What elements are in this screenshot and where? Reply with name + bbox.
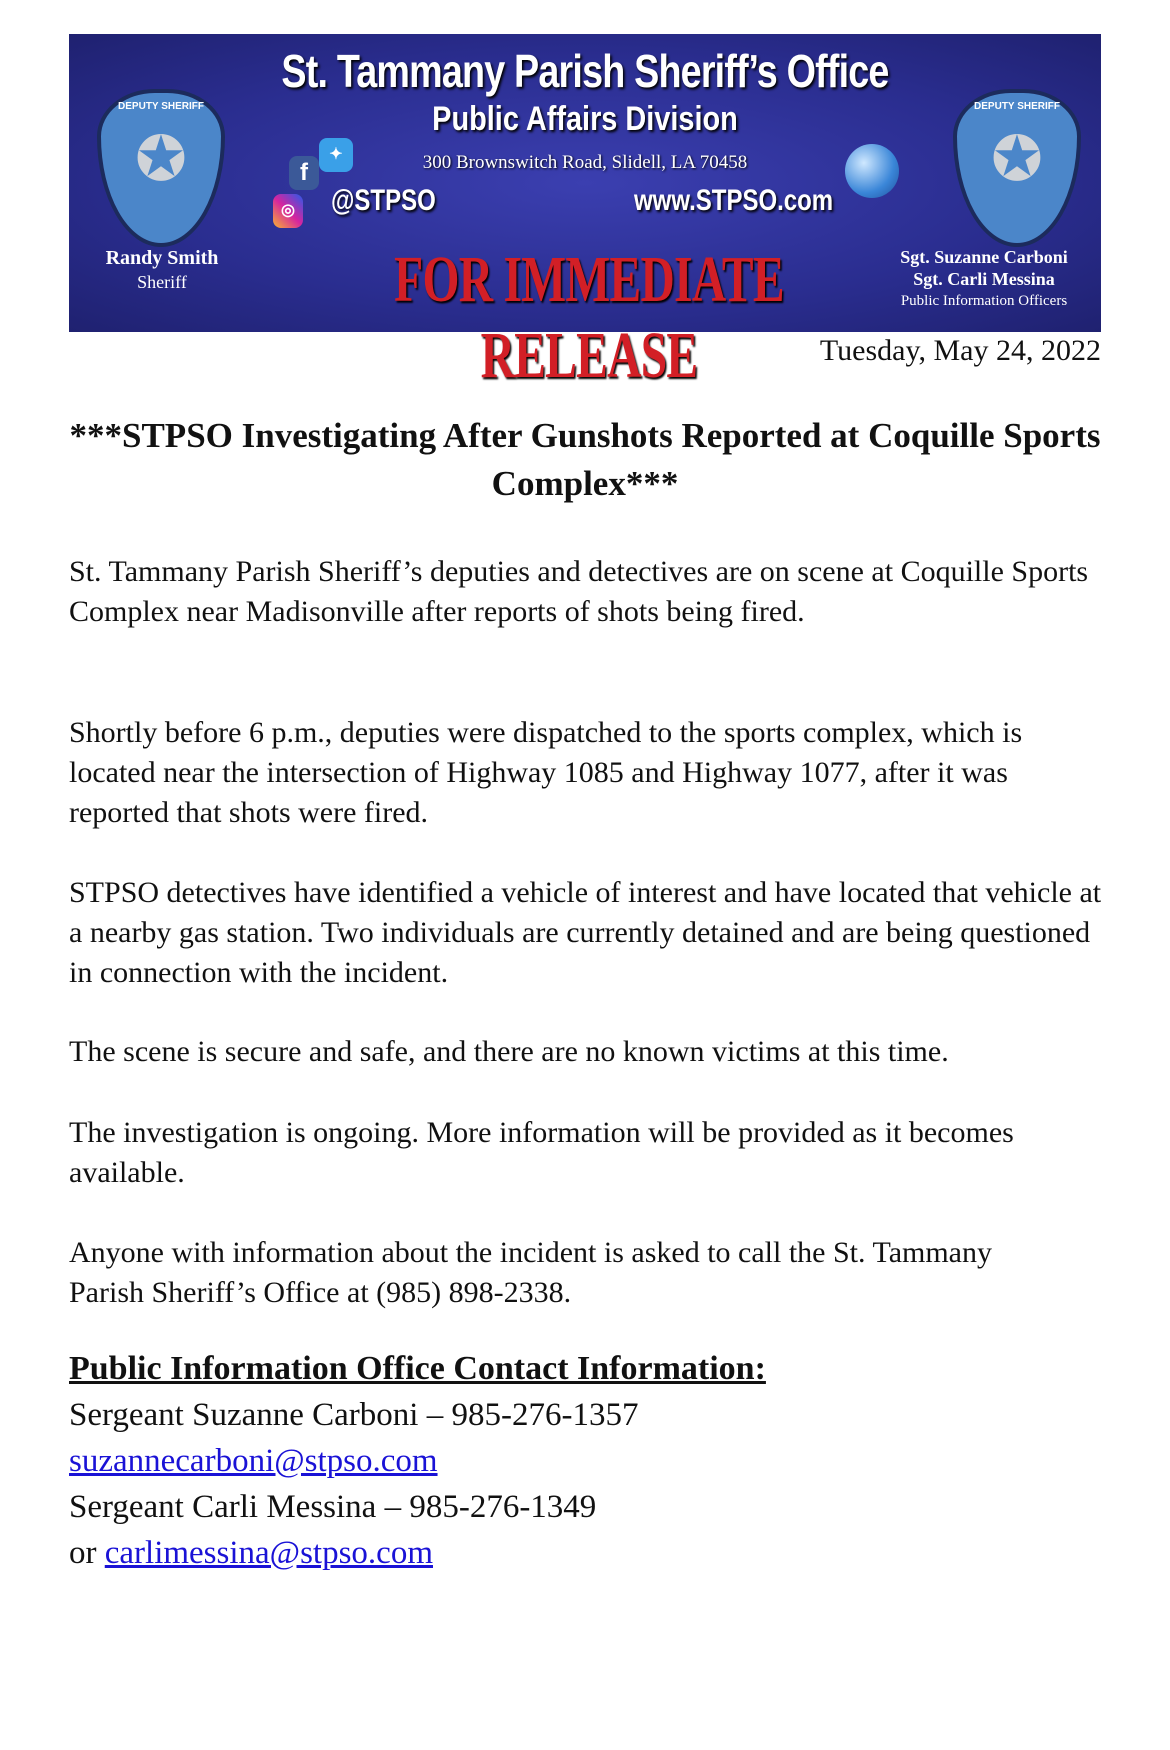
contact-heading: Public Information Office Contact Information:	[69, 1350, 766, 1387]
pio-title: Public Information Officers	[900, 293, 1068, 309]
badge-text: DEPUTY SHERIFF	[118, 101, 204, 112]
badge-text: DEPUTY SHERIFF	[974, 101, 1060, 112]
paragraph: The scene is secure and safe, and there are no known victims at this time.	[69, 1035, 949, 1068]
sheriff-badge-right-icon: DEPUTY SHERIFF ✪	[953, 89, 1081, 247]
website: www.STPSO.com	[634, 184, 834, 217]
contact-carboni-phone: Sergeant Suzanne Carboni – 985-276-1357	[69, 1397, 639, 1433]
twitter-icon: ✦	[319, 138, 353, 172]
contact-carboni	[69, 1392, 769, 1484]
sheriff-name: Randy Smith	[105, 247, 219, 269]
paragraph: Shortly before 6 p.m., deputies were dispatched to the sports complex, which is located near the intersection of Highway 1085 and Highway 1077, after it was reported that shots were fired.	[69, 716, 1023, 829]
contact-messina-phone: Sergeant Carli Messina – 985-276-1349	[69, 1489, 597, 1525]
paragraph: STPSO detectives have identified a vehicle of interest and have located that vehicle at a nearby gas station. Two individuals are currently detained and are being questioned in connection with the incident.	[69, 876, 1102, 989]
contact-section	[69, 1346, 769, 1576]
paragraph: The investigation is ongoing. More information will be provided as it becomes available.	[69, 1116, 1014, 1189]
paragraph: St. Tammany Parish Sheriff’s deputies and detectives are on scene at Coquille Sports Complex near Madisonville after reports of shots being fired.	[69, 555, 1089, 628]
contact-messina	[69, 1484, 769, 1576]
sheriff-badge-left-icon: DEPUTY SHERIFF ✪	[97, 89, 225, 247]
office-name: St. Tammany Parish Sheriff’s Office	[281, 45, 889, 97]
pio-info	[869, 246, 1099, 312]
division-name: Public Affairs Division	[432, 100, 738, 138]
pio-name-1: Sgt. Suzanne Carboni	[900, 247, 1068, 267]
pio-name-2: Sgt. Carli Messina	[913, 269, 1055, 289]
instagram-icon: ◎	[273, 194, 303, 228]
sheriff-info	[77, 246, 247, 294]
release-label: FOR IMMEDIATE RELEASE	[394, 243, 784, 392]
email-link-messina[interactable]: carlimessina@stpso.com	[104, 1535, 433, 1571]
sheriff-title: Sheriff	[137, 272, 187, 292]
email-link-carboni[interactable]: suzannecarboni@stpso.com	[69, 1443, 438, 1479]
paragraph: Anyone with information about the incident is asked to call the St. Tammany Parish Sheriff’s Office at (985) 898-2338.	[69, 1236, 992, 1309]
headline: ***STPSO Investigating After Gunshots Reported at Coquille Sports Complex***	[69, 416, 1101, 503]
globe-icon	[845, 144, 899, 198]
facebook-icon: f	[289, 156, 319, 190]
release-date: Tuesday, May 24, 2022	[819, 334, 1101, 367]
office-address: 300 Brownswitch Road, Slidell, LA 70458	[422, 152, 748, 173]
social-handle: @STPSO	[331, 184, 436, 217]
or-text: or	[69, 1535, 97, 1571]
